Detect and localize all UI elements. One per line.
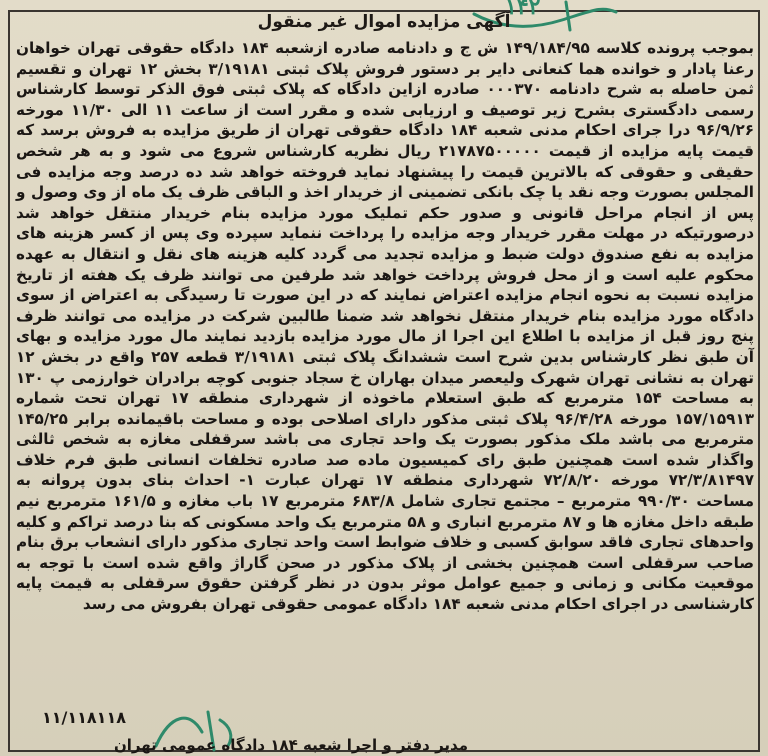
reference-number: ۱۱/۱۱۸۱۱۸ (42, 708, 126, 727)
notice-title: آگهی مزایده اموال غیر منقول (257, 12, 511, 32)
handwritten-top-number: ۱۴۲ (505, 0, 541, 20)
signature-line: مدیر دفتر و اجرا شعبه ۱۸۴ دادگاه عمومی تهران (113, 736, 468, 754)
notice-body: بموجب پرونده کلاسه ۱۴۹/۱۸۴/۹۵ ش ج و دادنامه صادره ازشعبه ۱۸۴ دادگاه حقوقی تهران خواهان رعنا پادار و خوانده هما کنعانی دایر بر دستور فروش پلاک ثبتی ۳/۱۹۱۸۱ بخش ۱۲ تهران و تقسیم ثمن حاصله به شرح دادنامه ۰۰۰۳۷۰ صادره ازاین دادگاه که پلاک ثبتی فوق الذکر توسط کارشناس رسمی دادگستری بشرح زیر توصیف و ارزیابی شده و مقرر است از ساعت ۱۱ الی ۱۱/۳۰ مورخه ۹۶/۹/۲۶ درا جرای احکام مدنی شعبه ۱۸۴ دادگاه حقوقی تهران از طریق مزایده به فروش برسد که قیمت پایه مزایده از قیمت ۲۱۷۸۷۵۰۰۰۰۰ ریال نظریه کارشناس شروع می شود و به هر شخص حقیقی و حقوقی که بالاترین قیمت را پیشنهاد نماید فروخته خواهد شد ده درصد وجه مزایده فی المجلس بصورت وجه نقد یا چک بانکی تضمینی از خریدار اخذ و الباقی ظرف یک ماه از وی وصول و پس از انجام مراحل قانونی و صدور حکم تملیک مورد مزایده بنام خریدار منتقل خواهد شد درصورتیکه در مهلت مقرر خریدار وجه مزایده را پرداخت ننماید سپرده وی پس از کسر هزینه های مزایده به نفع صندوق دولت ضبط و مزایده تجدید می گردد کلیه هزینه های نقل و انتقال به عهده محکوم علیه است و از محل فروش پرداخت خواهد شد طرفین می توانند ظرف یک هفته از تاریخ مزایده نسبت به نحوه انجام مزایده اعتراض نمایند که در این صورت تا رسیدگی به اعتراض از سوی دادگاه مورد مزایده بنام خریدار منتقل نخواهد شد ضمنا طالبین شرکت در مزایده می توانند ظرف پنج روز قبل از مزایده با اطلاع این اجرا از مال مورد مزایده بازدید نمایند مال مورد مزایده و بهای آن طبق نظر کارشناس بدین شرح است ششدانگ پلاک ثبتی ۳/۱۹۱۸۱ قطعه ۲۵۷ واقع در بخش ۱۲ تهران به نشانی تهران شهرک ولیعصر میدان بهاران خ سجاد جنوبی کوچه برادران خوارزمی پ ۱۳۰ به مساحت ۱۵۴ مترمربع که طبق استعلام ماخوذه از شهرداری منطقه ۱۷ تهران تحت شماره ۱۵۷/۱۵۹۱۳ مورخه ۹۶/۴/۲۸ پلاک ثبتی مذکور دارای اصلاحی بوده و مساحت باقیمانده برابر ۱۴۵/۲۵ مترمربع می باشد ملک مذکور بصورت یک واحد تجاری می باشد سرقفلی مغازه به شخص ثالثی واگذار شده است همچنین طبق رای کمیسیون ماده صد صادره تخلفات انسانی طبق فرم خلاف ۷۲/۳/۸۱۴۹۷ مورخه ۷۲/۸/۲۰ شهرداری منطقه ۱۷ تهران عبارت ۱- احداث بنای بدون پروانه به مساحت ۹۹۰/۳۰ مترمربع – مجتمع تجاری شامل ۶۸۳/۸ مترمربع ۱۷ باب مغازه و ۱۶۱/۵ مترمربع نیم طبقه داخل مغازه ها و ۸۷ مترمربع انباری و ۵۸ مترمربع یک واحد مسکونی که بنا درصد تراکم و کلیه واحدهای تجاری فاقد سوابق کسبی و خلاف ضوابط است واحد تجاری مذکور دارای انشعاب برق بنام صاحب سرقفلی است همچنین بخشی از پلاک مذکور در صحن گاراژ واقع شده است با توجه به موقعیت مکانی و زمانی و جمیع عوامل موثر بدون در نظر گرفتن حقوق سرقفلی به قیمت پایه کارشناسی در اجرای احکام مدنی شعبه ۱۸۴ دادگاه عمومی حقوقی تهران بفروش می رسد (16, 39, 755, 614)
